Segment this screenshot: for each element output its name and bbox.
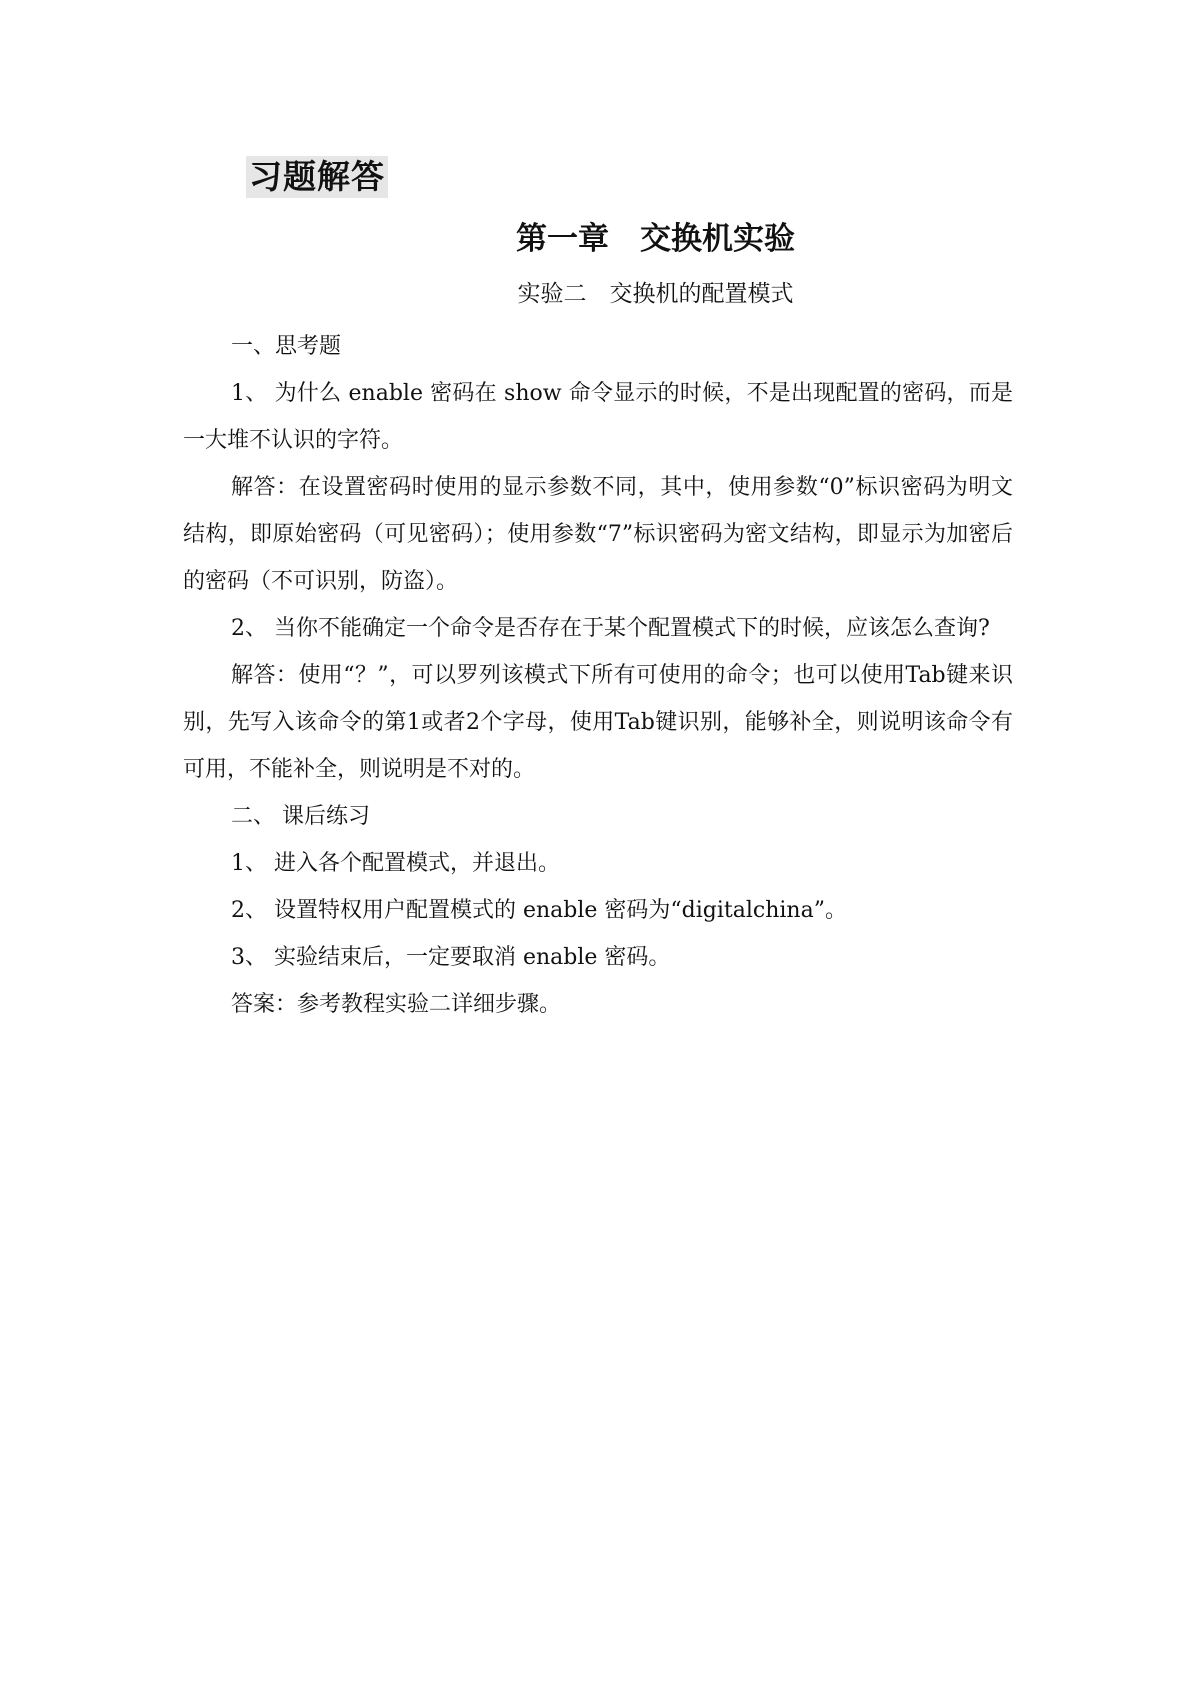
exercise-item-1: 1、 进入各个配置模式，并退出。 bbox=[231, 851, 560, 876]
section-exercises-title: 二、 课后练习 bbox=[231, 804, 370, 829]
question-1: 1、 为什么 enable 密码在 show 命令显示的时候，不是出现配置的密码，而是一大堆不认识的字符。 bbox=[183, 381, 1013, 453]
page-heading: 习题解答 bbox=[246, 156, 388, 198]
chapter-title: 第一章 交换机实验 bbox=[516, 221, 795, 257]
exercise-item-3: 3、 实验结束后，一定要取消 enable 密码。 bbox=[231, 945, 671, 970]
exercise-item-2: 2、 设置特权用户配置模式的 enable 密码为“digitalchina”。 bbox=[231, 898, 847, 923]
document-body bbox=[183, 323, 1013, 1028]
answer-2: 解答：使用“？”，可以罗列该模式下所有可使用的命令；也可以使用Tab键来识别，先写入该命令的第1或者2个字母，使用Tab键识别，能够补全，则说明该命令有可用，不能补全，则说明是不对的。 bbox=[183, 663, 1013, 782]
answer-1: 解答：在设置密码时使用的显示参数不同，其中，使用参数“0”标识密码为明文结构，即原始密码（可见密码）；使用参数“7”标识密码为密文结构，即显示为加密后的密码（不可识别，防盗）。 bbox=[183, 475, 1013, 594]
section-thinking-title: 一、思考题 bbox=[231, 334, 342, 359]
exercise-answer: 答案：参考教程实验二详细步骤。 bbox=[231, 992, 562, 1017]
experiment-subtitle: 实验二 交换机的配置模式 bbox=[517, 281, 794, 307]
question-2: 2、 当你不能确定一个命令是否存在于某个配置模式下的时候，应该怎么查询? bbox=[231, 616, 990, 641]
